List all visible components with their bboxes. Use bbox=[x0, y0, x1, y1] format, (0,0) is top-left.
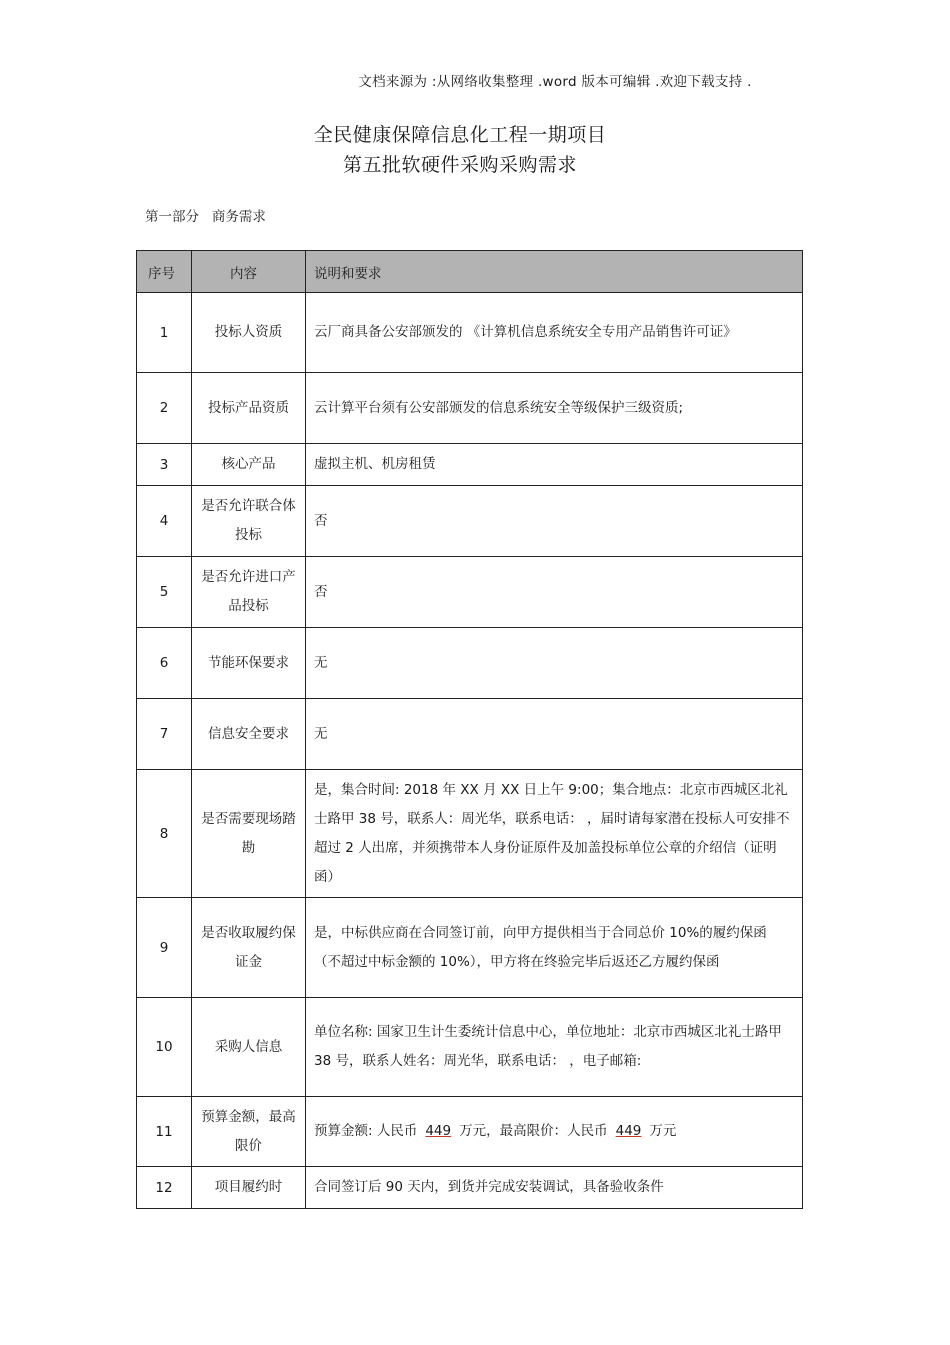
row-no: 10 bbox=[137, 998, 192, 1097]
table-row bbox=[137, 628, 803, 699]
row-no: 7 bbox=[137, 699, 192, 770]
row-item: 预算金额，最高限价 bbox=[192, 1097, 306, 1167]
row-no: 5 bbox=[137, 557, 192, 628]
row-item: 项目履约时 bbox=[192, 1167, 306, 1209]
table-row bbox=[137, 486, 803, 557]
row-item: 核心产品 bbox=[192, 444, 306, 486]
row-item: 采购人信息 bbox=[192, 998, 306, 1097]
table-row bbox=[137, 1167, 803, 1209]
row-desc bbox=[306, 1097, 803, 1167]
row-desc: 无 bbox=[306, 628, 803, 699]
table-row bbox=[137, 898, 803, 998]
row-item: 投标人资质 bbox=[192, 293, 306, 373]
row-desc: 是，中标供应商在合同签订前，向甲方提供相当于合同总价 10%的履约保函（不超过中标金额的 10%），甲方将在终验完毕后返还乙方履约保函 bbox=[306, 898, 803, 998]
row-desc: 合同签订后 90 天内，到货并完成安装调试，具备验收条件 bbox=[306, 1167, 803, 1209]
row-desc: 云计算平台须有公安部颁发的信息系统安全等级保护三级资质; bbox=[306, 373, 803, 444]
row-item: 信息安全要求 bbox=[192, 699, 306, 770]
row-desc: 否 bbox=[306, 486, 803, 557]
row-desc: 否 bbox=[306, 557, 803, 628]
requirements-table bbox=[136, 250, 803, 1209]
row-desc: 单位名称: 国家卫生计生委统计信息中心，单位地址：北京市西城区北礼士路甲 38 号，联系人姓名：周光华，联系电话： ，电子邮箱: bbox=[306, 998, 803, 1097]
table-row bbox=[137, 770, 803, 898]
row-no: 2 bbox=[137, 373, 192, 444]
row-no: 9 bbox=[137, 898, 192, 998]
budget-label: 预算金额: 人民币 bbox=[314, 1123, 418, 1139]
budget-amount: 449 bbox=[425, 1123, 452, 1139]
max-price-unit: 万元 bbox=[649, 1123, 677, 1139]
row-no: 3 bbox=[137, 444, 192, 486]
row-item: 是否允许联合体投标 bbox=[192, 486, 306, 557]
row-item: 是否需要现场踏勘 bbox=[192, 770, 306, 898]
section-heading: 第一部分 商务需求 bbox=[145, 209, 266, 225]
row-no: 11 bbox=[137, 1097, 192, 1167]
row-desc: 云厂商具备公安部颁发的 《计算机信息系统安全专用产品销售许可证》 bbox=[306, 293, 803, 373]
max-price-amount: 449 bbox=[615, 1123, 642, 1139]
row-item: 投标产品资质 bbox=[192, 373, 306, 444]
table-row bbox=[137, 1097, 803, 1167]
header-desc: 说明和要求 bbox=[306, 251, 803, 293]
row-no: 6 bbox=[137, 628, 192, 699]
row-desc: 无 bbox=[306, 699, 803, 770]
row-no: 4 bbox=[137, 486, 192, 557]
table-row bbox=[137, 444, 803, 486]
table-row bbox=[137, 293, 803, 373]
max-price-label: 万元，最高限价：人民币 bbox=[459, 1123, 608, 1139]
document-source-note: 文档来源为 :从网络收集整理 .word 版本可编辑 .欢迎下载支持 . bbox=[358, 74, 752, 90]
row-item: 节能环保要求 bbox=[192, 628, 306, 699]
row-no: 1 bbox=[137, 293, 192, 373]
table-row bbox=[137, 373, 803, 444]
table-row bbox=[137, 998, 803, 1097]
header-item: 内容 bbox=[192, 251, 306, 293]
row-desc: 虚拟主机、机房租赁 bbox=[306, 444, 803, 486]
row-no: 12 bbox=[137, 1167, 192, 1209]
row-desc: 是，集合时间: 2018 年 XX 月 XX 日上午 9:00；集合地点：北京市西城区北礼士路甲 38 号，联系人：周光华，联系电话： ，届时请每家潜在投标人可安排不超过 2 人出席，并须携带本人身份证原件及加盖投标单位公章的介绍信（证明函） bbox=[306, 770, 803, 898]
row-item: 是否允许进口产品投标 bbox=[192, 557, 306, 628]
header-no: 序号 bbox=[137, 251, 192, 293]
table-row bbox=[137, 699, 803, 770]
document-title-line-1: 全民健康保障信息化工程一期项目 bbox=[313, 124, 607, 146]
table-row bbox=[137, 557, 803, 628]
row-no: 8 bbox=[137, 770, 192, 898]
row-item: 是否收取履约保证金 bbox=[192, 898, 306, 998]
document-title-line-2: 第五批软硬件采购采购需求 bbox=[342, 154, 577, 176]
table-header-row bbox=[137, 251, 803, 293]
